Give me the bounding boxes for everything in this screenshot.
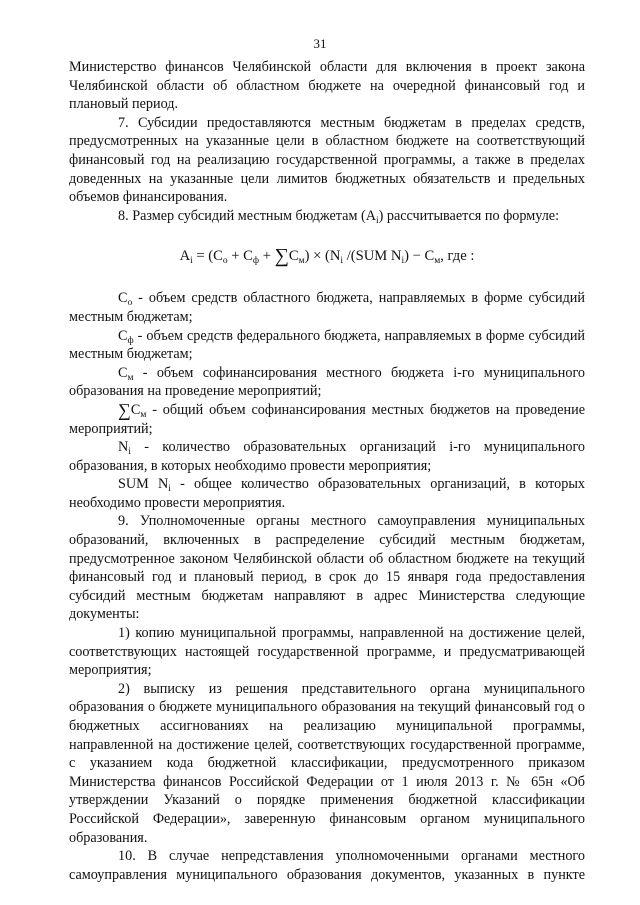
def-n-i-sub: i xyxy=(128,447,131,458)
formula-plus1: + C xyxy=(227,248,253,265)
paragraph-8-text: 8. Размер субсидий местным бюджетам (A xyxy=(118,207,376,224)
paragraph-9-item-2: 2) выписку из решения представительного органа муниципального образования о бюджете муниципального образования на текущий финансовый год о бюджетных ассигнованиях на реализацию муниципальной программы, направленной на достижение целей, соответствующих государственной программе, с указанием кода бюджетной классификации, предусмотренного приказом Министерства финансов Российской Федерации от 1 июля 2013 г. № 65н «Об утверждении Указаний о порядке применения бюджетной классификации Российской Федерации», заверенную финансовым органом муниципального образования. xyxy=(69,680,585,846)
paragraph-8-text-end: ) рассчитывается по формуле: xyxy=(378,207,560,224)
formula-co-sub: о xyxy=(222,256,228,267)
formula-cf-sub: ф xyxy=(252,256,260,267)
def-sum-c-m-symbol: C xyxy=(130,401,141,418)
formula-cm: C xyxy=(288,248,299,265)
def-c-f-text: - объем средств федерального бюджета, направляемых в форме субсидий местным бюджетам; xyxy=(69,327,585,363)
formula-plus2: + xyxy=(259,248,275,265)
definition-sum-n xyxy=(69,475,585,512)
def-c-m-symbol: C xyxy=(118,364,128,381)
def-c-o-sub: о xyxy=(127,298,133,309)
def-sum-c-m-sub: м xyxy=(140,409,147,420)
formula-div: /(SUM N xyxy=(343,248,402,265)
definition-n-i xyxy=(69,438,585,475)
def-n-i-symbol: N xyxy=(118,439,129,456)
def-sum-n-text: - общее количество образовательных организаций, в которых необходимо провести мероприятия. xyxy=(69,476,585,511)
def-sum-n-sub: i xyxy=(168,484,171,495)
def-c-m-sub: м xyxy=(127,372,134,383)
paragraph-8-subscript: i xyxy=(375,215,379,226)
def-sum-sigma: ∑ xyxy=(118,399,131,420)
paragraph-8 xyxy=(69,207,585,226)
formula-lhs: A xyxy=(179,248,191,265)
formula-eq: = (C xyxy=(192,248,223,265)
formula-n-sub: i xyxy=(340,256,344,267)
formula-lhs-sub: i xyxy=(190,256,193,267)
def-c-f-sub: ф xyxy=(127,335,134,346)
formula-minus: ) − C xyxy=(404,248,435,265)
formula-times: ) × (N xyxy=(304,248,341,265)
definition-c-m xyxy=(69,364,585,401)
def-sum-n-symbol: SUM N xyxy=(118,476,169,493)
formula-cm2-sub: м xyxy=(434,256,441,267)
formula-sigma: ∑ xyxy=(274,245,289,268)
formula-cm-sub: м xyxy=(298,256,305,267)
def-c-o-symbol: C xyxy=(118,290,128,307)
page-number: 31 xyxy=(313,36,327,51)
formula-where: , где : xyxy=(440,248,475,265)
definition-c-f xyxy=(69,327,585,364)
document-body xyxy=(69,58,585,884)
paragraph-7: 7. Субсидии предоставляются местным бюджетам в пределах средств, предусмотренных на указанные цели в областном бюджете на соответствующий финансовый год на реализацию государственной программы, а также в пределах доведенных на указанные цели лимитов бюджетных обязательств и предельных объемов финансирования. xyxy=(69,114,585,206)
paragraph-9: 9. Уполномоченные органы местного самоуправления муниципальных образований, включенных в распределение субсидий местным бюджетам, предусмотренное законом Челябинской области об областном бюджете на текущий финансовый год и плановый период, в срок до 15 января года предоставления субсидий местным бюджетам направляют в адрес Министерства следующие документы: xyxy=(69,513,585,623)
paragraph-9-item-1: 1) копию муниципальной программы, направленной на достижение целей, соответствующих настоящей государственной программе, и предусматривающей мероприятия; xyxy=(69,625,585,679)
def-c-m-text: - объем софинансирования местного бюджета i-го муниципального образования на проведение мероприятий; xyxy=(69,364,585,400)
definition-c-o xyxy=(69,289,585,326)
formula-sum-sub: i xyxy=(401,256,405,267)
def-sum-c-m-text: - общий объем софинансирования местных бюджетов на проведение мероприятий; xyxy=(69,401,585,437)
def-c-o-text: - объем средств областного бюджета, направляемых в форме субсидий местным бюджетам; xyxy=(69,290,585,325)
paragraph-intro: Министерство финансов Челябинской области для включения в проект закона Челябинской области об областном бюджете на очередной финансовый год и плановый период. xyxy=(69,59,585,113)
paragraph-10: 10. В случае непредставления уполномоченными органами местного самоуправления муниципального образования документов, указанных в пункте xyxy=(69,848,585,883)
def-n-i-text: - количество образовательных организаций i-го муниципального образования, в которых необходимо провести мероприятия; xyxy=(69,439,585,474)
def-c-f-symbol: C xyxy=(118,327,128,344)
definition-sum-c-m xyxy=(69,401,585,438)
subsidy-formula xyxy=(69,243,585,269)
